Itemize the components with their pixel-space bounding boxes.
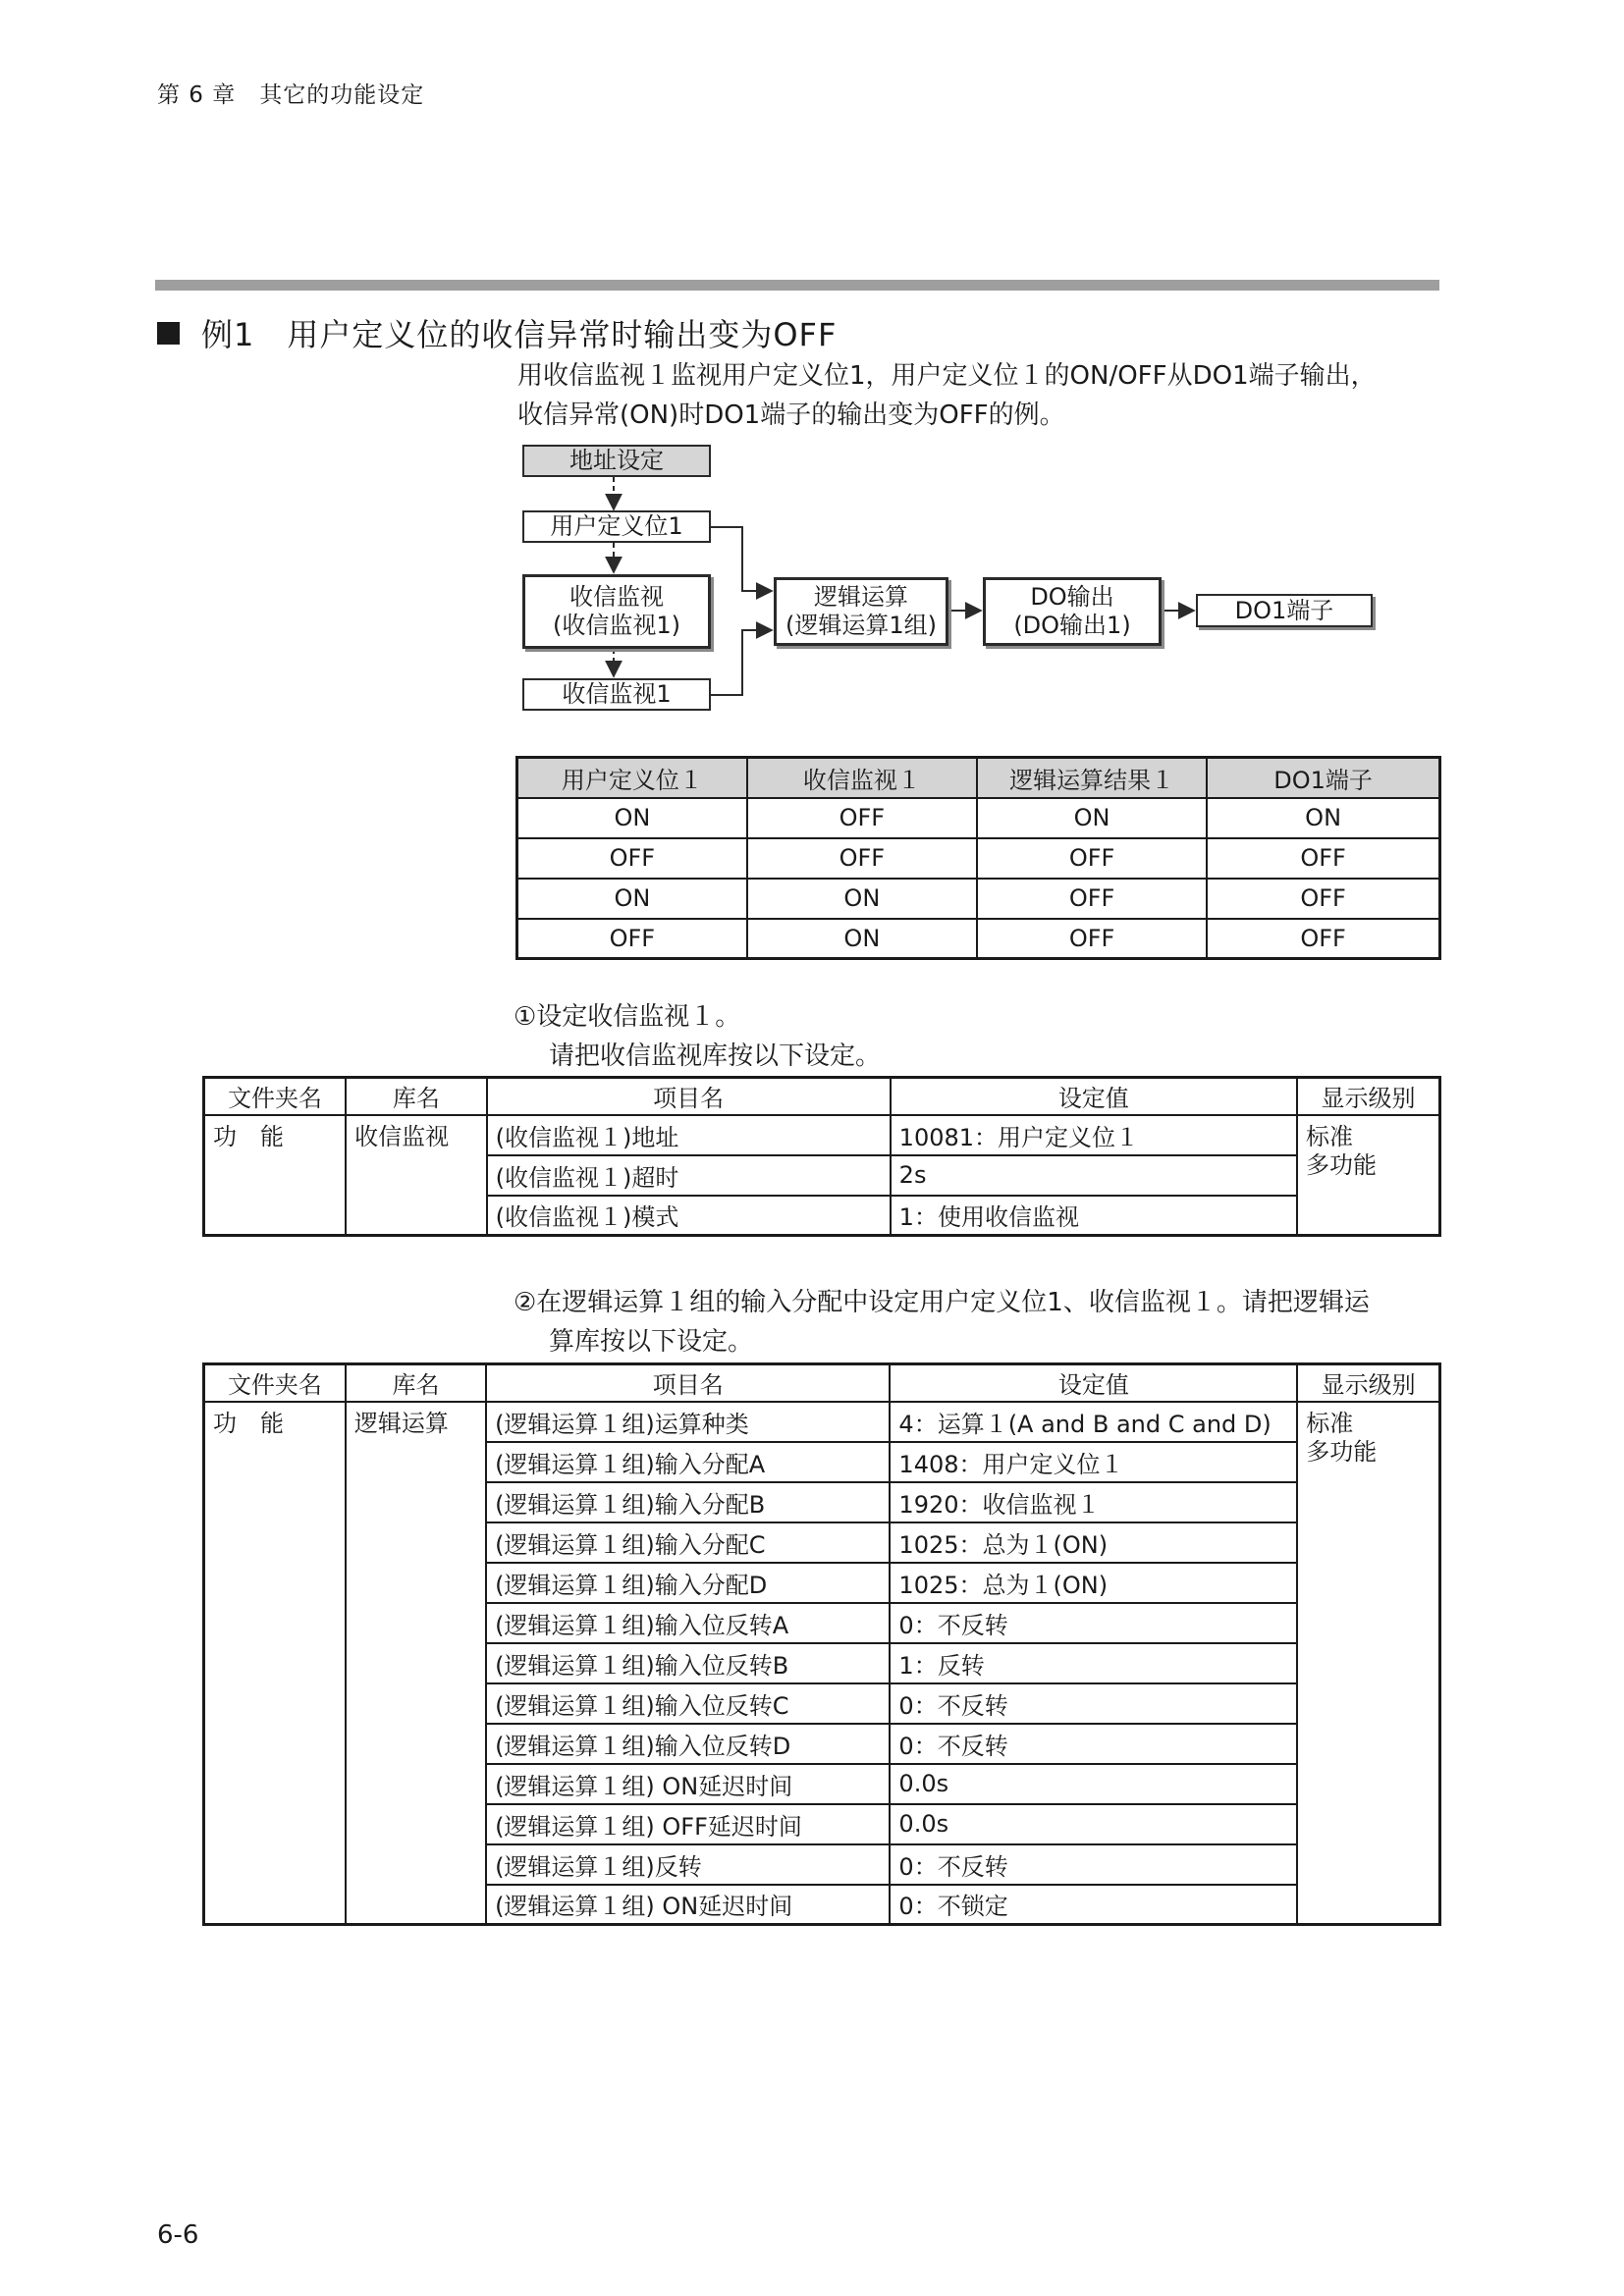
folder-cell: 功 能 <box>204 1115 347 1236</box>
item-cell: (逻辑运算１组)运算种类 <box>486 1402 890 1442</box>
table-row <box>517 919 1440 959</box>
value-cell: 1025：总为１(ON) <box>890 1522 1297 1563</box>
description-line-2: 收信异常(ON)时DO1端子的输出变为OFF的例。 <box>517 400 1065 430</box>
table-cell: ON <box>977 798 1207 838</box>
value-cell: 0：不锁定 <box>890 1885 1297 1925</box>
truth-header-do-terminal: DO1端子 <box>1207 758 1439 798</box>
item-cell: (逻辑运算１组)输入分配A <box>486 1442 890 1482</box>
table-row <box>204 1402 1440 1442</box>
item-cell: (逻辑运算１组) OFF延迟时间 <box>486 1804 890 1844</box>
table-row <box>517 798 1440 838</box>
step2-line-2-text: 算库按以下设定。 <box>549 1327 754 1357</box>
value-cell: 0：不反转 <box>890 1683 1297 1724</box>
do-output-title: DO输出 <box>1030 583 1114 611</box>
value-cell: 0：不反转 <box>890 1724 1297 1764</box>
table-cell: OFF <box>1207 838 1439 879</box>
header-level: 显示级别 <box>1297 1078 1440 1115</box>
table-cell: OFF <box>977 838 1207 879</box>
item-cell: (逻辑运算１组)输入分配D <box>486 1563 890 1603</box>
value-cell: 4：运算１(A and B and C and D) <box>890 1402 1297 1442</box>
header-level: 显示级别 <box>1297 1364 1439 1402</box>
table-row <box>517 838 1440 879</box>
table-cell: ON <box>517 879 747 919</box>
table-cell: OFF <box>517 919 747 959</box>
step2-line-2 <box>514 1322 753 1362</box>
table-cell: OFF <box>747 798 977 838</box>
value-cell: 1：反转 <box>890 1643 1297 1683</box>
value-cell: 10081：用户定义位１ <box>891 1115 1297 1155</box>
table-cell: OFF <box>977 919 1207 959</box>
table-cell: OFF <box>747 838 977 879</box>
value-cell: 0：不反转 <box>890 1844 1297 1885</box>
rx-monitor-box <box>522 574 711 649</box>
do-output-subtitle: (DO输出1) <box>1013 612 1131 639</box>
header-library: 库名 <box>346 1078 487 1115</box>
table-cell: ON <box>1207 798 1439 838</box>
logic-op-subtitle: (逻辑运算1组) <box>785 612 937 639</box>
value-cell: 0.0s <box>890 1804 1297 1844</box>
item-cell: (逻辑运算１组)输入位反转B <box>486 1643 890 1683</box>
truth-table-header-row <box>517 758 1440 798</box>
table-cell: ON <box>747 919 977 959</box>
header-value: 设定值 <box>891 1078 1297 1115</box>
table-row <box>204 1115 1440 1155</box>
value-cell: 2s <box>891 1155 1297 1196</box>
user-bit-box: 用户定义位1 <box>522 510 711 543</box>
level-cell: 标准 多功能 <box>1297 1402 1439 1925</box>
header-folder: 文件夹名 <box>204 1364 346 1402</box>
item-cell: (逻辑运算１组)输入分配B <box>486 1482 890 1522</box>
step1-line-2-text: 请把收信监视库按以下设定。 <box>549 1041 882 1071</box>
step1-line-1: ①设定收信监视１。 <box>514 1002 741 1032</box>
table-cell: OFF <box>517 838 747 879</box>
item-cell: (逻辑运算１组)反转 <box>486 1844 890 1885</box>
rx-monitor-output-box: 收信监视1 <box>522 678 711 711</box>
item-cell: (逻辑运算１组) ON延迟时间 <box>486 1885 890 1925</box>
item-cell: (逻辑运算１组)输入分配C <box>486 1522 890 1563</box>
step1-line-2 <box>514 1037 881 1076</box>
step2-line-1: ②在逻辑运算１组的输入分配中设定用户定义位1、收信监视１。请把逻辑运 <box>514 1288 1370 1317</box>
value-cell: 1408：用户定义位１ <box>890 1442 1297 1482</box>
header-value: 设定值 <box>890 1364 1297 1402</box>
table-cell: OFF <box>1207 919 1439 959</box>
folder-cell: 功 能 <box>204 1402 346 1925</box>
item-cell: (逻辑运算１组)输入位反转D <box>486 1724 890 1764</box>
header-folder: 文件夹名 <box>204 1078 347 1115</box>
address-setting-box: 地址设定 <box>522 445 711 477</box>
item-cell: (收信监视１)地址 <box>487 1115 891 1155</box>
rx-monitor-settings-table <box>202 1076 1441 1237</box>
chapter-header: 第 6 章 其它的功能设定 <box>157 82 425 108</box>
value-cell: 1920：收信监视１ <box>890 1482 1297 1522</box>
logic-op-title: 逻辑运算 <box>814 583 908 611</box>
item-cell: (逻辑运算１组)输入位反转A <box>486 1603 890 1643</box>
section-title-text: 例1 用户定义位的收信异常时输出变为OFF <box>201 316 838 353</box>
header-item: 项目名 <box>487 1078 891 1115</box>
header-item: 项目名 <box>486 1364 890 1402</box>
do-terminal-box: DO1端子 <box>1196 594 1373 627</box>
table-cell: OFF <box>1207 879 1439 919</box>
truth-header-user-bit: 用户定义位１ <box>517 758 747 798</box>
truth-header-rx-monitor: 收信监视１ <box>747 758 977 798</box>
item-cell: (收信监视１)模式 <box>487 1196 891 1236</box>
library-cell: 收信监视 <box>346 1115 487 1236</box>
library-cell: 逻辑运算 <box>346 1402 486 1925</box>
table-cell: ON <box>747 879 977 919</box>
truth-header-logic-result: 逻辑运算结果１ <box>977 758 1207 798</box>
item-cell: (逻辑运算１组) ON延迟时间 <box>486 1764 890 1804</box>
table-row <box>517 879 1440 919</box>
rx-monitor-title: 收信监视 <box>569 583 664 611</box>
truth-table <box>515 756 1441 960</box>
value-cell: 1：使用收信监视 <box>891 1196 1297 1236</box>
page-number: 6-6 <box>157 2220 199 2250</box>
logic-op-box <box>774 577 948 646</box>
header-library: 库名 <box>346 1364 486 1402</box>
rx-monitor-subtitle: (收信监视1) <box>553 612 680 639</box>
item-cell: (收信监视１)超时 <box>487 1155 891 1196</box>
value-cell: 0：不反转 <box>890 1603 1297 1643</box>
value-cell: 0.0s <box>890 1764 1297 1804</box>
level-cell: 标准 多功能 <box>1297 1115 1440 1236</box>
logic-op-settings-table <box>202 1362 1441 1926</box>
value-cell: 1025：总为１(ON) <box>890 1563 1297 1603</box>
item-cell: (逻辑运算１组)输入位反转C <box>486 1683 890 1724</box>
do-output-box <box>983 577 1162 646</box>
table-cell: ON <box>517 798 747 838</box>
table-header-row <box>204 1364 1440 1402</box>
description-line-1: 用收信监视１监视用户定义位1，用户定义位１的ON/OFF从DO1端子输出， <box>517 361 1377 391</box>
table-header-row <box>204 1078 1440 1115</box>
table-cell: OFF <box>977 879 1207 919</box>
